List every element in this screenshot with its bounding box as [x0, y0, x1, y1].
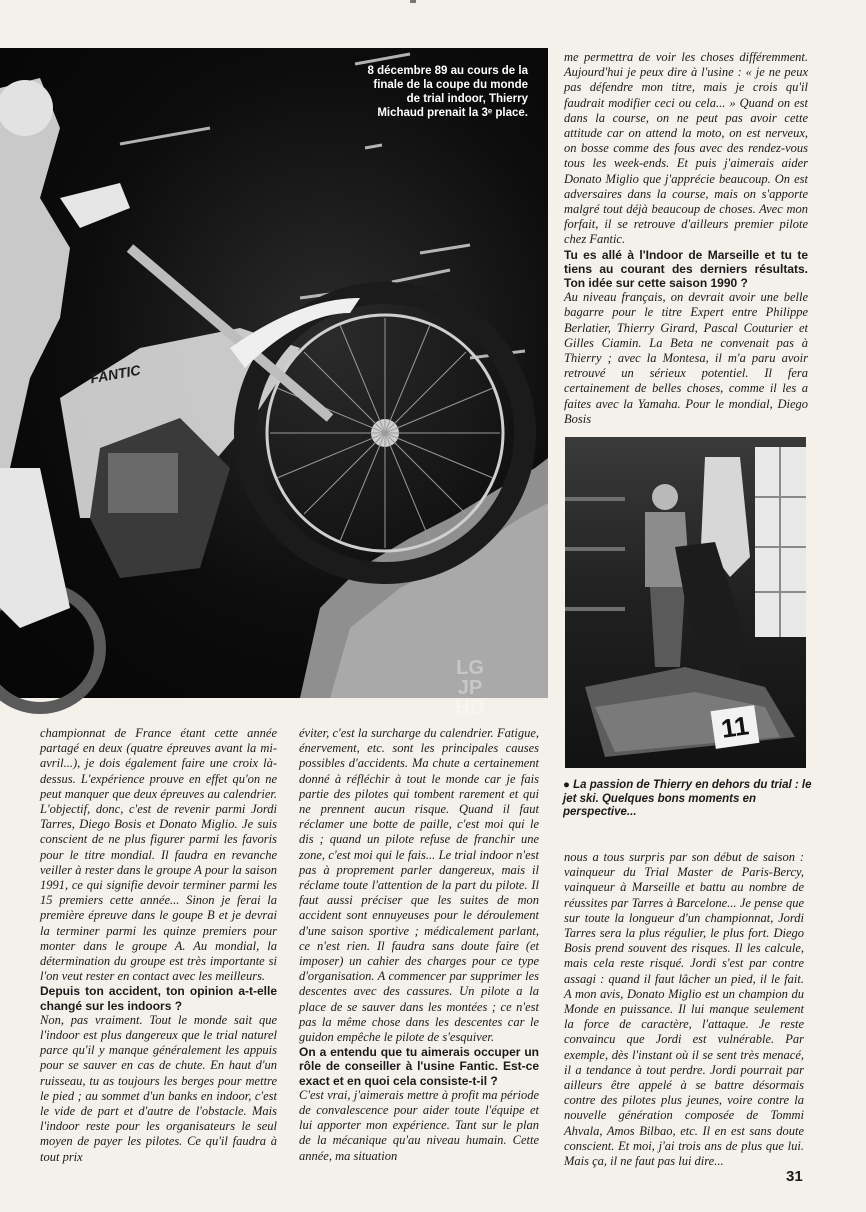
watermark-line-2: JP: [457, 677, 483, 699]
photo-caption-top: 8 décembre 89 au cours de la finale de la coupe du monde de trial indoor, Thierry Michaud prenait la 3ᵉ place.: [367, 65, 528, 119]
paragraph: éviter, c'est la surcharge du calendrier. Fatigue, énervement, etc. sont les principales causes possibles d'accidents. Ma chute a certainement donné à réfléchir à tout le monde car je fais partie des pilotes qui tombent rarement et qui ne prennent aucun risque. Quand il faut réclamer une botte de paille, c'est moi qui le dis ; quand un pilote refuse de franchir une zone, c'est moi qui le fais... Le trial indoor n'est pas à proprement parler dangereux, mais il réclame toute l'attention de la part du pilote. Il faut aussi préciser que les suites de mon accident sont ennuyeuses pour le déroulement d'une saison sportive ; médicalement parlant, ce n'est rien. Il faudra sans doute faire (et imposer) un cahier des charges pour ce type d'organisation. A commencer par supprimer les descentes avec des cassures. Un pilote a la place de se sauver dans les montées ; ce n'est pas la même chose dans les descentes car le guidon empêche le pilote de s'esquiver.: [299, 726, 539, 1045]
jetski-photo-illustration: [565, 437, 806, 768]
photo-caption-right: ● La passion de Thierry en dehors du trial : le jet ski. Quelques bons moments en perspective...: [563, 779, 812, 818]
interview-question: On a entendu que tu aimerais occuper un rôle de conseiller à l'usine Fantic. Est-ce exact et en quoi cela consiste-t-il ?: [299, 1045, 539, 1088]
bike-brand-label: FANTIC: [88, 361, 142, 387]
paragraph: championnat de France étant cette année partagé en deux (quatre épreuves avant la mi-avril...), je dois également faire une croix là-dessus. L'expérience prouve en effet qu'on ne peut manquer que deux épreuves au calendrier. L'objectif, donc, c'est de revenir parmi Jordi Tarres, Diego Bosis et Donato Miglio. Je suis conscient de ne plus figurer parmi les favoris pour le titre mondial. Il faudra en revanche veiller à rester dans le groupe A pour la saison 1991, ce qui signifie devoir terminer parmi les 15 premiers cette année... Sinon je ferai la première épreuve dans le goupe B et je devrai la terminer parmi les quinze premiers pour monter dans le groupe A. Au mondial, la détermination du groupe est très importante si l'on veut rester en contact avec les meilleurs.: [40, 726, 277, 984]
watermark: [430, 658, 510, 718]
paragraph: C'est vrai, j'aimerais mettre à profit ma période de convalescence pour aider toute l'équipe et lui apporter mon expérience. Tant sur le plan de la mécanique qu'au niveau humain. Cette année, ma situation: [299, 1087, 539, 1163]
jetski-plate-number: 11: [719, 709, 751, 744]
jetski-photo: [565, 437, 806, 768]
paragraph: Au niveau français, on devrait avoir une belle bagarre pour le titre Expert entre Philippe Berlatier, Thierry Girard, Pascal Couturier et Gilles Ciamin. La Beta ne convenait pas à Thierry ; avec la Montesa, il m'a paru avoir retrouvé un sérieux potentiel. Il fera certainement de belles choses, comme il les a faites avec la Yamaha. Pour le mondial, Diego Bosis: [564, 290, 808, 426]
column-right-top: [564, 50, 808, 427]
trial-photo: [0, 48, 548, 719]
interview-question: Tu es allé à l'Indoor de Marseille et tu te tiens au courant des derniers résultats. Ton idée sur cette saison 1990 ?: [564, 247, 808, 291]
watermark-line-3: HD: [455, 697, 485, 719]
page-number: 31: [786, 1168, 803, 1185]
column-2: [299, 726, 539, 1164]
page-top-mark: [410, 0, 416, 3]
paragraph: me permettra de voir les choses différemment. Aujourd'hui je peux dire à l'usine : « je ne peux pas défendre mon titre, mais je crois qu'il faudrait modifier ceci ou cela... » Quand on est dans la course, on ne peut pas avoir cette attitude car on attend la moto, on est nerveux, on bosse comme des fous avec des rendez-vous tous les week-ends. Et puis j'aimerais aider Donato Miglio que j'apprécie beaucoup. On est adversaires dans la course, mais on s'apporte malgré tout déjà beaucoup de choses. Avec mon forfait, il se retrouve d'ailleurs premier pilote chez Fantic.: [564, 50, 808, 247]
paragraph: Non, pas vraiment. Tout le monde sait que l'indoor est plus dangereux que le trial naturel parce qu'il y manque généralement les appuis pour se sauver en cas de chute. En haut d'un ruisseau, tu as toujours les berges pour mettre le pied ; au sommet d'un banks en indoor, c'est le vide de part et d'autre de l'obstacle. Mais l'indoor reste pour les organisateurs le seul moyen de payer les pilotes. Ce qu'il faudra à tout prix: [40, 1012, 277, 1164]
column-1: [40, 726, 277, 1165]
column-3: [564, 850, 804, 1169]
trial-photo-illustration: [0, 48, 548, 698]
jetski-number-plate: [711, 705, 760, 749]
interview-question: Depuis ton accident, ton opinion a-t-elle changé sur les indoors ?: [40, 984, 277, 1013]
paragraph: nous a tous surpris par son début de saison : vainqueur du Trial Master de Paris-Bercy, vainqueur à Marseille et battu au nombre de réussites par Tarres à Barcelone... Je pense que sur toute la longueur d'un championnat, Jordi Tarres sera la plus régulier, le plus fort. Diego Bosis prend souvent des risques. Il les calcule, mais cela reste risqué. Jordi s'est par contre assagi : quand il faut lâcher un pied, il le fait. A mon avis, Donato Miglio est un champion du Monde en puissance. Il lui manque seulement la force de caractère, l'attaque. Je reste convaincu que Jordi est vulnérable. Par exemple, dès l'instant où il se sent très menacé, il a tendance à tout perdre. Jordi pourrait par ailleurs être appelé à se battre désormais contre des pilotes plus jeunes, voire contre la nouvelle génération composée de Tommi Ahvala, Amos Bilbao, etc. Il en est sans doute conscient. Et moi, j'ai trois ans de plus que lui. Mais ça, il ne faut pas lui dire...: [564, 850, 804, 1169]
watermark-line-1: LG: [456, 657, 484, 679]
